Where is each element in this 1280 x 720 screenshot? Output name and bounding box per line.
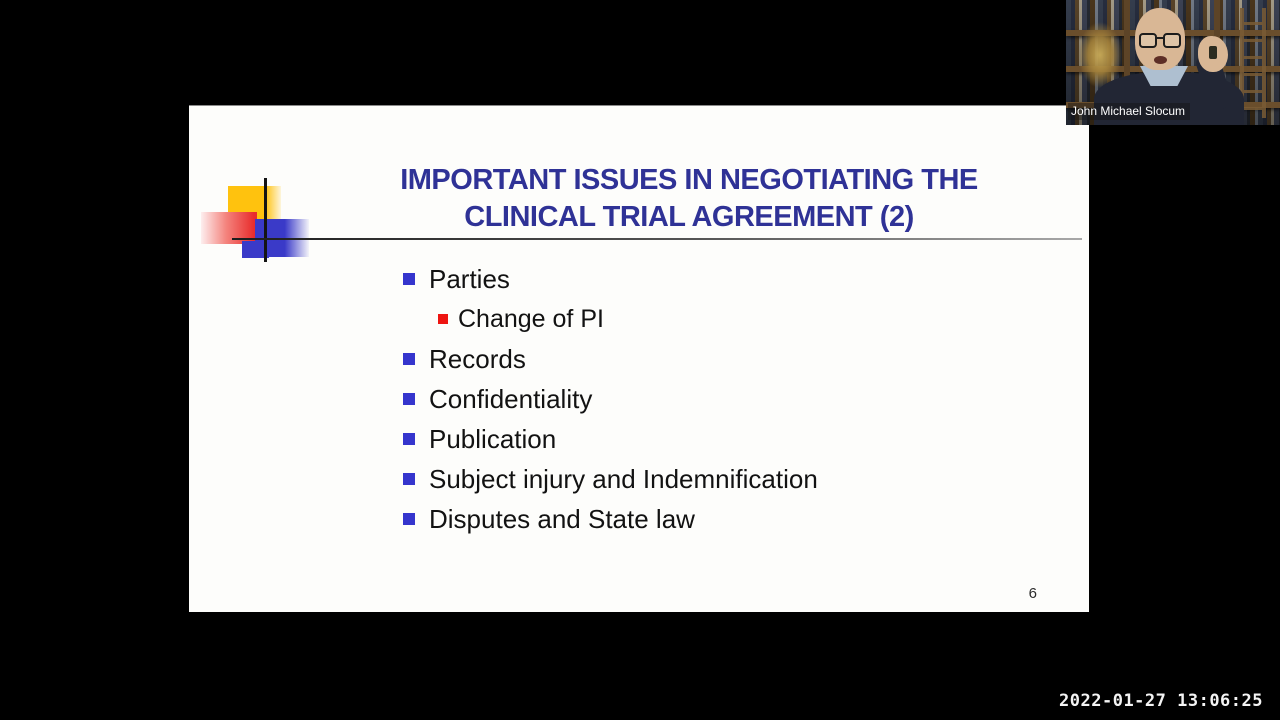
list-item-label: Confidentiality	[429, 383, 593, 414]
bullet-square-icon	[403, 433, 415, 445]
list-item-label: Parties	[429, 263, 510, 294]
list-item-label: Change of PI	[458, 304, 604, 333]
glasses-icon	[1138, 33, 1184, 49]
bullet-square-icon	[403, 513, 415, 525]
page-number: 6	[1028, 585, 1037, 602]
list-item-label: Disputes and State law	[429, 503, 695, 534]
glasses-left-lens	[1139, 33, 1157, 48]
list-item	[403, 379, 1043, 419]
list-item	[403, 459, 1043, 499]
list-item	[403, 419, 1043, 459]
recording-timestamp: 2022-01-27 13:06:25	[1059, 691, 1263, 711]
bullet-square-icon	[403, 273, 415, 285]
glasses-right-lens	[1163, 33, 1181, 48]
slide-title-line2: CLINICAL TRIAL AGREEMENT (2)	[464, 201, 914, 233]
slide-title	[319, 162, 1059, 236]
slide-title-line1: IMPORTANT ISSUES IN NEGOTIATING THE	[400, 164, 978, 196]
list-item-label: Subject injury and Indemnification	[429, 463, 818, 494]
bullet-square-icon	[403, 473, 415, 485]
bullet-square-icon	[403, 353, 415, 365]
bullet-square-icon	[403, 393, 415, 405]
list-subitem	[403, 299, 1043, 339]
participant-name-label: John Michael Slocum	[1068, 103, 1190, 120]
speaker-video-tile[interactable]	[1066, 0, 1280, 125]
speaker-mouth	[1154, 56, 1167, 64]
bullet-list	[403, 259, 1043, 539]
presentation-slide	[189, 105, 1089, 612]
list-item	[403, 259, 1043, 299]
held-object	[1209, 46, 1217, 59]
list-item-label: Publication	[429, 423, 557, 454]
list-item	[403, 339, 1043, 379]
decor-vertical-line	[264, 178, 267, 262]
list-item-label: Records	[429, 343, 526, 374]
list-item	[403, 499, 1043, 539]
bullet-square-icon	[438, 314, 448, 324]
title-underline-rule	[232, 238, 1082, 240]
